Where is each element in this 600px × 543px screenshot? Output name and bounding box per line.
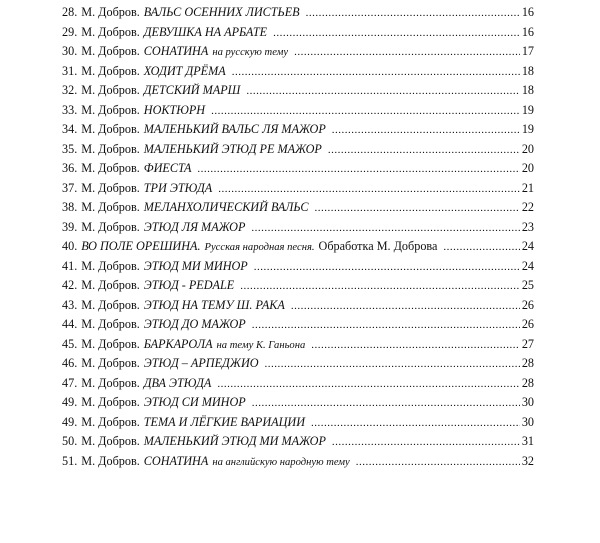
- entry-number: 44.: [62, 317, 78, 331]
- dot-leader: [443, 237, 519, 257]
- entry-author: М. Добров.: [81, 5, 140, 19]
- entry-author: М. Добров.: [81, 414, 140, 429]
- entry-author: М. Добров.: [81, 24, 140, 39]
- page-number: 20: [521, 141, 534, 156]
- entry-number: 47.: [62, 375, 78, 390]
- entry-author: М. Добров.: [81, 44, 140, 58]
- entry-number: 32.: [62, 83, 78, 97]
- entry-subtitle: Русская народная песня.: [204, 242, 315, 253]
- entry-arranger: Обработка М. Доброва: [318, 239, 438, 253]
- entry-author: М. Добров.: [81, 122, 140, 136]
- dot-leader: [328, 140, 520, 160]
- entry-number: 28.: [62, 5, 78, 19]
- page-number: 17: [521, 44, 534, 58]
- dot-leader: [291, 296, 520, 316]
- entry-author: М. Добров.: [81, 161, 140, 175]
- toc-entry: [62, 62, 534, 81]
- toc-entry: [62, 432, 534, 451]
- toc-entry: [62, 374, 534, 393]
- dot-leader: [232, 62, 520, 82]
- entry-number: 39.: [62, 219, 78, 234]
- entry-title: НОКТЮРН: [143, 102, 206, 117]
- dot-leader: [311, 335, 520, 355]
- entry-title: БАРКАРОЛА: [143, 336, 213, 351]
- entry-number: 42.: [62, 278, 78, 292]
- dot-leader: [251, 218, 519, 238]
- page-number: 32: [521, 453, 534, 468]
- page-number: 24: [521, 258, 534, 273]
- entry-title: ЭТЮД МИ МИНОР: [143, 258, 248, 273]
- toc-entry: [62, 198, 534, 217]
- dot-leader: [197, 159, 519, 179]
- toc-entry: [62, 3, 534, 22]
- page-number: 25: [521, 278, 534, 292]
- entry-number: 37.: [62, 180, 78, 195]
- entry-author: М. Добров.: [81, 278, 140, 292]
- page-number: 24: [521, 239, 534, 253]
- dot-leader: [332, 120, 520, 140]
- dot-leader: [306, 3, 520, 23]
- toc-entry: [62, 81, 534, 100]
- toc-entry: [62, 413, 534, 432]
- entry-title: ХОДИТ ДРЁМА: [143, 63, 226, 78]
- entry-author: М. Добров.: [81, 141, 140, 156]
- dot-leader: [252, 315, 520, 335]
- entry-title: ВАЛЬС ОСЕННИХ ЛИСТЬЕВ: [143, 5, 300, 19]
- entry-number: 34.: [62, 122, 78, 136]
- toc-entry: [62, 354, 534, 373]
- dot-leader: [314, 198, 519, 218]
- entry-number: 35.: [62, 141, 78, 156]
- entry-number: 45.: [62, 336, 78, 351]
- page-number: 31: [521, 434, 534, 448]
- entry-title: ДЕВУШКА НА АРБАТЕ: [143, 24, 268, 39]
- toc-entry: [62, 23, 534, 42]
- toc-entry: [62, 393, 534, 412]
- toc-entry: [62, 237, 534, 256]
- page-number: 21: [521, 180, 534, 195]
- toc-entry: [62, 101, 534, 120]
- entry-title: МАЛЕНЬКИЙ ЭТЮД РЕ МАЖОР: [143, 141, 322, 156]
- toc-entry: [62, 42, 534, 61]
- entry-author: М. Добров.: [81, 83, 140, 97]
- entry-title: МЕЛАНХОЛИЧЕСКИЙ ВАЛЬС: [143, 200, 309, 214]
- toc-entry: [62, 296, 534, 315]
- page-number: 26: [521, 317, 534, 331]
- dot-leader: [273, 23, 520, 43]
- dot-leader: [311, 413, 520, 433]
- entry-author: М. Добров.: [81, 180, 140, 195]
- dot-leader: [294, 42, 520, 62]
- dot-leader: [240, 276, 520, 296]
- entry-title: МАЛЕНЬКИЙ ВАЛЬС ЛЯ МАЖОР: [143, 122, 326, 136]
- dot-leader: [265, 354, 520, 374]
- entry-title: ЭТЮД – АРПЕДЖИО: [143, 356, 259, 370]
- page-number: 19: [521, 102, 534, 117]
- entry-title: СОНАТИНА: [143, 44, 209, 58]
- page-number: 23: [521, 219, 534, 234]
- page-number: 27: [521, 336, 534, 351]
- entry-number: 46.: [62, 356, 78, 370]
- toc-entry: [62, 452, 534, 471]
- toc-entry: [62, 179, 534, 198]
- entry-author: М. Добров.: [81, 336, 140, 351]
- entry-number: 51.: [62, 453, 78, 468]
- entry-author: М. Добров.: [81, 356, 140, 370]
- dot-leader: [218, 179, 520, 199]
- entry-author: М. Добров.: [81, 219, 140, 234]
- entry-subtitle: на русскую тему: [212, 47, 289, 58]
- entry-author: М. Добров.: [81, 395, 140, 409]
- entry-title: СОНАТИНА: [143, 453, 209, 468]
- page-number: 28: [521, 356, 534, 370]
- entry-author: М. Добров.: [81, 102, 140, 117]
- page-number: 30: [521, 395, 534, 409]
- entry-number: 43.: [62, 297, 78, 312]
- toc-entry: [62, 257, 534, 276]
- entry-title: ЭТЮД ДО МАЖОР: [143, 317, 246, 331]
- entry-author: М. Добров.: [81, 453, 140, 468]
- page-number: 16: [521, 5, 534, 19]
- entry-author: М. Добров.: [81, 200, 140, 214]
- dot-leader: [254, 257, 520, 277]
- page-number: 28: [521, 375, 534, 390]
- entry-number: 36.: [62, 161, 78, 175]
- page-number: 18: [521, 63, 534, 78]
- entry-number: 30.: [62, 44, 78, 58]
- dot-leader: [332, 432, 520, 452]
- entry-author: М. Добров.: [81, 317, 140, 331]
- entry-title: ВО ПОЛЕ ОРЕШИНА.: [81, 239, 201, 253]
- entry-title: ФИЕСТА: [143, 161, 192, 175]
- page-number: 18: [521, 83, 534, 97]
- entry-author: М. Добров.: [81, 375, 140, 390]
- entry-subtitle: на тему К. Ганьона: [216, 339, 306, 351]
- entry-author: М. Добров.: [81, 258, 140, 273]
- entry-number: 49.: [62, 395, 78, 409]
- entry-title: ЭТЮД ЛЯ МАЖОР: [143, 219, 246, 234]
- entry-title: ДЕТСКИЙ МАРШ: [143, 83, 241, 97]
- dot-leader: [217, 374, 519, 394]
- entry-author: М. Добров.: [81, 297, 140, 312]
- entry-number: 50.: [62, 434, 78, 448]
- page-number: 26: [521, 297, 534, 312]
- entry-title: ТЕМА И ЛЁГКИЕ ВАРИАЦИИ: [143, 414, 306, 429]
- dot-leader: [252, 393, 520, 413]
- entry-title: ЭТЮД СИ МИНОР: [143, 395, 246, 409]
- toc-entry: [62, 276, 534, 295]
- entry-author: М. Добров.: [81, 63, 140, 78]
- dot-leader: [356, 452, 520, 472]
- entry-number: 40.: [62, 239, 78, 253]
- entry-number: 29.: [62, 24, 78, 39]
- toc-entry: [62, 315, 534, 334]
- dot-leader: [211, 101, 520, 121]
- entry-subtitle: на английскую народную тему: [212, 456, 350, 468]
- entry-number: 33.: [62, 102, 78, 117]
- toc-entry: [62, 159, 534, 178]
- entry-title: ТРИ ЭТЮДА: [143, 180, 213, 195]
- page-number: 30: [521, 414, 534, 429]
- entry-title: ЭТЮД НА ТЕМУ Ш. РАКА: [143, 297, 285, 312]
- toc-entry: [62, 120, 534, 139]
- toc-entry: [62, 218, 534, 237]
- page-number: 16: [521, 24, 534, 39]
- entry-title: ДВА ЭТЮДА: [143, 375, 212, 390]
- toc-entry: [62, 140, 534, 159]
- entry-number: 31.: [62, 63, 78, 78]
- entry-title: МАЛЕНЬКИЙ ЭТЮД МИ МАЖОР: [143, 434, 326, 448]
- page-number: 19: [521, 122, 534, 136]
- toc-entry: [62, 335, 534, 354]
- page-number: 22: [521, 200, 534, 214]
- dot-leader: [246, 81, 519, 101]
- entry-author: М. Добров.: [81, 434, 140, 448]
- entry-title: ЭТЮД - PEDALE: [143, 278, 235, 292]
- entry-number: 41.: [62, 258, 78, 273]
- page-number: 20: [521, 161, 534, 175]
- entry-number: 38.: [62, 200, 78, 214]
- entry-number: 49.: [62, 414, 78, 429]
